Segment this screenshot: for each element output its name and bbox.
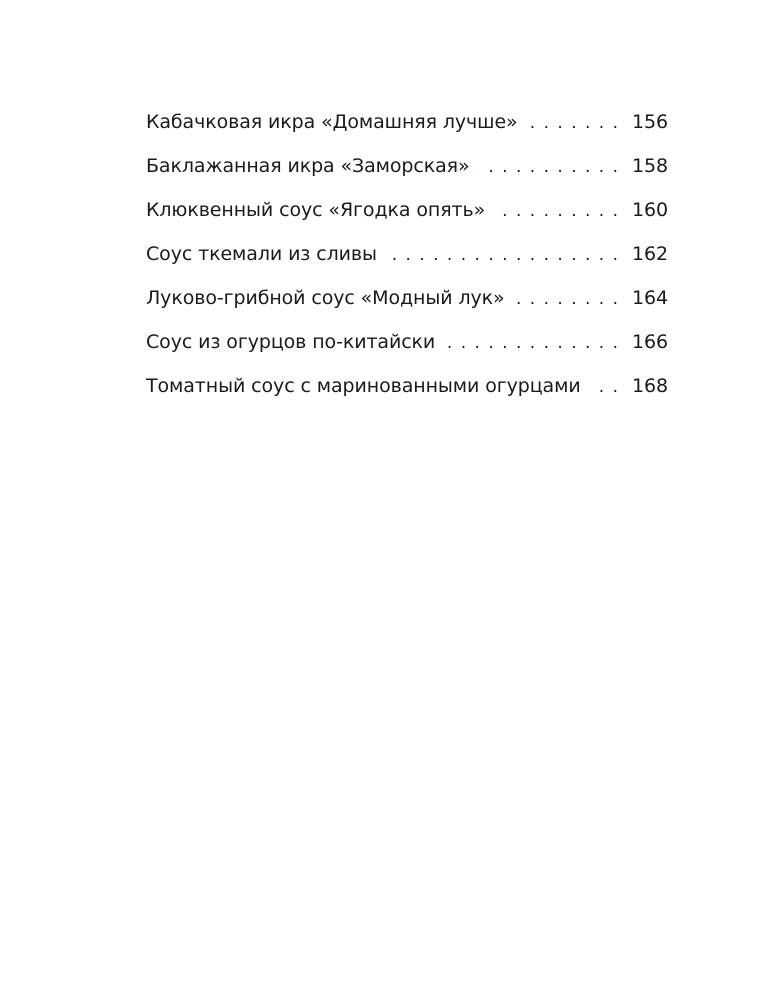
toc-dot-leader bbox=[443, 327, 618, 359]
toc-entry-title: Соус из огурцов по-китайски bbox=[146, 331, 436, 353]
toc-entry-page: 156 bbox=[632, 111, 668, 133]
toc-entry bbox=[146, 282, 668, 326]
toc-entry-title: Кабачковая икра «Домашняя лучше» bbox=[146, 111, 518, 133]
toc-entry-page: 164 bbox=[632, 287, 668, 309]
toc-entry bbox=[146, 370, 668, 414]
toc-entry bbox=[146, 194, 668, 238]
toc-entry bbox=[146, 150, 668, 194]
toc-entry-title: Томатный соус с маринованными огурцами bbox=[146, 375, 581, 397]
toc-dot-leader bbox=[478, 151, 619, 183]
toc-dot-leader bbox=[513, 283, 618, 315]
table-of-contents bbox=[146, 106, 668, 414]
toc-entry-title: Баклажанная икра «Заморская» bbox=[146, 155, 470, 177]
toc-entry-page: 166 bbox=[632, 331, 668, 353]
toc-entry-page: 160 bbox=[632, 199, 668, 221]
toc-dot-leader bbox=[385, 239, 618, 271]
toc-dot-leader bbox=[493, 195, 618, 227]
toc-dot-leader bbox=[526, 107, 618, 139]
toc-entry bbox=[146, 238, 668, 282]
toc-dot-leader bbox=[589, 371, 618, 403]
toc-entry-title: Соус ткемали из сливы bbox=[146, 243, 377, 265]
toc-entry-page: 162 bbox=[632, 243, 668, 265]
toc-entry bbox=[146, 326, 668, 370]
toc-entry-title: Клюквенный соус «Ягодка опять» bbox=[146, 199, 486, 221]
toc-entry-page: 158 bbox=[632, 155, 668, 177]
toc-entry-title: Луково-грибной соус «Модный лук» bbox=[146, 287, 505, 309]
toc-entry bbox=[146, 106, 668, 150]
toc-entry-page: 168 bbox=[632, 375, 668, 397]
